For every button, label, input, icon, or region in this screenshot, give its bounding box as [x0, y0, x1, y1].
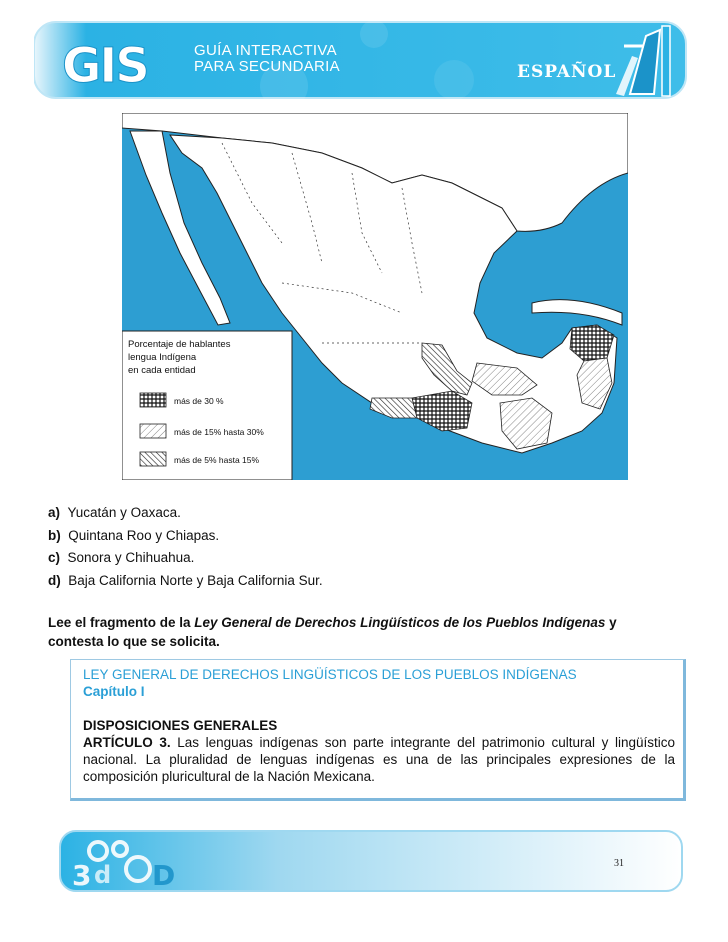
law-chapter: Capítulo I: [83, 684, 145, 699]
law-title: LEY GENERAL DE DERECHOS LINGÜÍSTICOS DE LOS PUEBLOS INDÍGENAS: [83, 667, 577, 682]
svg-text:GIS: GIS: [62, 38, 148, 94]
article-text: Las lenguas indígenas son parte integrante del patrimonio cultural y lingüístico nacional. La pluralidad de lenguas indígenas es una de las principales expresiones de la composición pluricultural de la Nación Mexicana.: [83, 735, 675, 784]
legend-label-3: más de 5% hasta 15%: [174, 455, 260, 465]
mexico-map: [122, 113, 628, 480]
instruction-law-name: Ley General de Derechos Lingüísticos de los Pueblos Indígenas: [194, 615, 606, 630]
legend-label-2: más de 15% hasta 30%: [174, 427, 264, 437]
brand-text: [194, 43, 340, 75]
option-a[interactable]: [48, 502, 323, 525]
option-c[interactable]: [48, 547, 323, 570]
option-letter: b): [48, 527, 61, 543]
brand-line-1: GUÍA INTERACTIVA: [194, 42, 337, 59]
option-d[interactable]: [48, 570, 323, 593]
page-number: 31: [614, 858, 624, 869]
footer-background: [58, 829, 686, 895]
footer-banner: [58, 829, 686, 895]
option-text: Baja California Norte y Baja California Sur.: [68, 572, 323, 588]
option-b[interactable]: [48, 525, 323, 548]
legend-swatch-light: [140, 424, 166, 438]
legend-label-1: más de 30 %: [174, 396, 224, 406]
gis-logo: [62, 38, 148, 94]
svg-text:d: d: [94, 861, 112, 889]
law-section: DISPOSICIONES GENERALES: [83, 718, 278, 733]
option-text: Sonora y Chihuahua.: [67, 550, 195, 565]
banner-background: [34, 16, 698, 102]
map-legend: [122, 331, 292, 480]
answer-options: [48, 502, 323, 592]
subject-title: ESPAÑOL: [517, 62, 617, 82]
mexico-map-figure: [122, 113, 628, 480]
option-letter: a): [48, 505, 61, 520]
instruction-prefix: Lee el fragmento de la: [48, 615, 195, 630]
law-excerpt-box: [70, 659, 686, 801]
svg-text:3: 3: [72, 859, 92, 892]
article-label: ARTÍCULO 3.: [83, 735, 171, 750]
svg-text:D: D: [152, 859, 176, 892]
option-text: Yucatán y Oaxaca.: [67, 505, 181, 520]
option-text: Quintana Roo y Chiapas.: [68, 527, 220, 543]
header-banner: [34, 16, 698, 102]
option-letter: c): [48, 550, 61, 565]
law-article: [83, 734, 675, 785]
instruction-text: [48, 613, 668, 651]
instruction-suffix: y contesta lo que se solicita.: [48, 615, 617, 649]
legend-swatch-diagonal: [140, 452, 166, 466]
legend-title-1: Porcentaje de hablantes: [128, 339, 231, 350]
legend-swatch-crosshatch: [140, 393, 166, 407]
option-letter: d): [48, 572, 61, 588]
brand-line-2: PARA SECUNDARIA: [194, 58, 340, 75]
legend-title-2: lengua Indígena: [128, 352, 197, 363]
legend-title-3: en cada entidad: [128, 365, 196, 376]
